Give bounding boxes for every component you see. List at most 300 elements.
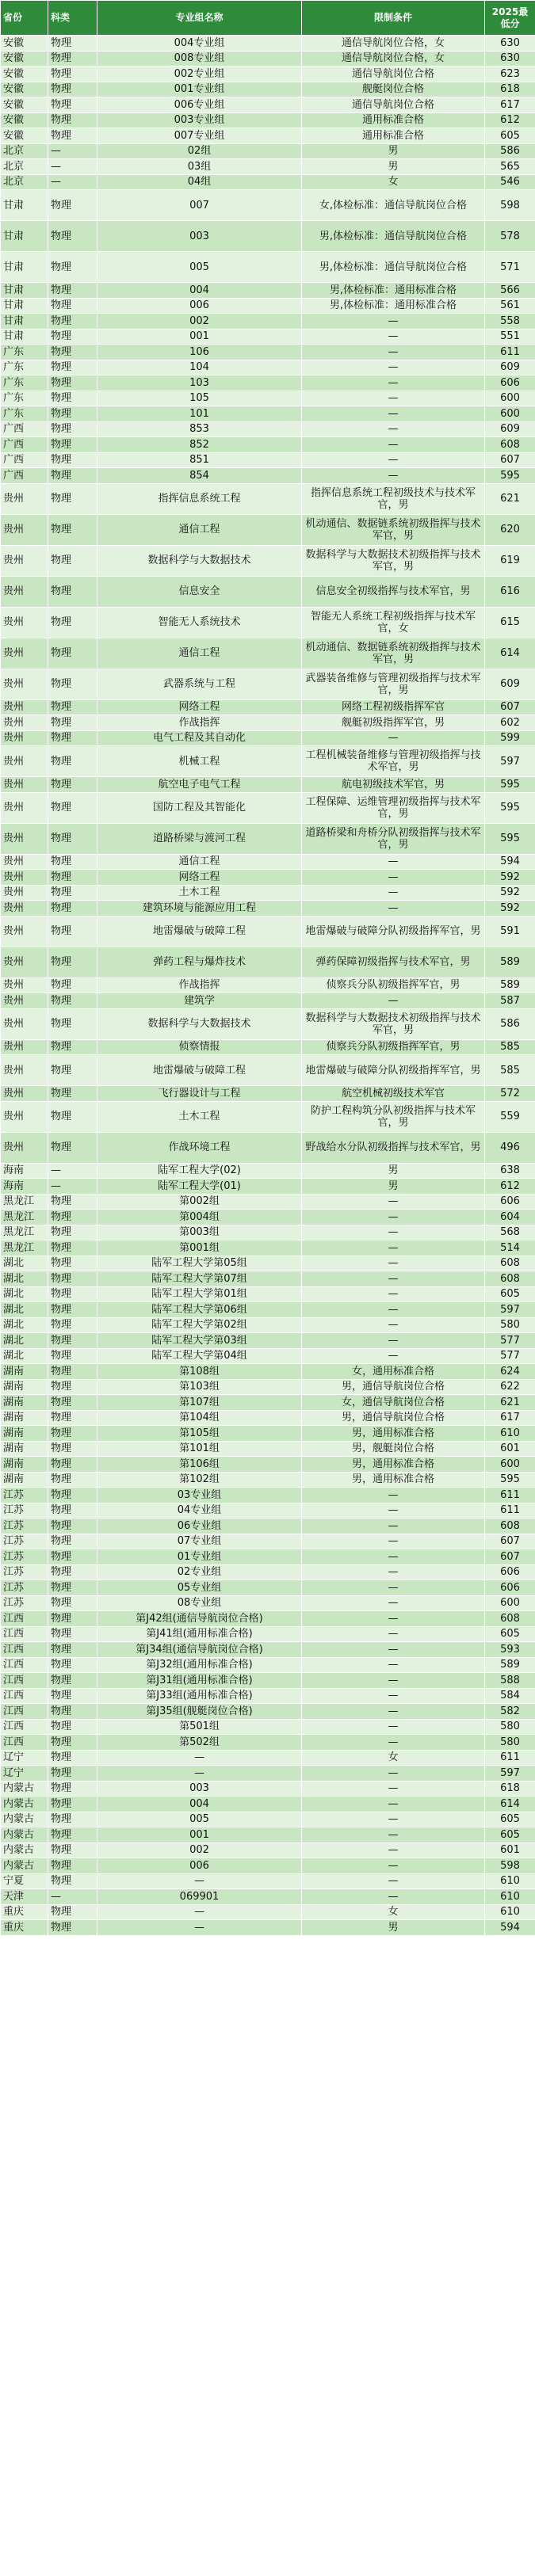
cell-subject: 物理 xyxy=(48,468,97,484)
table-row xyxy=(1,1611,535,1627)
table-row xyxy=(1,1008,535,1039)
cell-restrictions: 男 xyxy=(302,1163,485,1179)
cell-group-name: 105 xyxy=(97,391,302,406)
cell-subject: 物理 xyxy=(48,345,97,360)
cell-restrictions: — xyxy=(302,1781,485,1797)
cell-restrictions: — xyxy=(302,1302,485,1318)
table-row xyxy=(1,437,535,453)
cell-subject: 物理 xyxy=(48,1920,97,1936)
cell-subject: 物理 xyxy=(48,1873,97,1889)
cell-group-name: 陆军工程大学第03组 xyxy=(97,1333,302,1349)
cell-province: 湖北 xyxy=(1,1302,48,1318)
cell-province: 贵州 xyxy=(1,1039,48,1055)
cell-province: 甘肃 xyxy=(1,190,48,221)
cell-province: 贵州 xyxy=(1,1008,48,1039)
table-row xyxy=(1,128,535,144)
cell-restrictions: 道路桥梁和舟桥分队初级指挥与技术军官，男 xyxy=(302,823,485,854)
cell-min-score: 614 xyxy=(485,638,535,669)
cell-restrictions: — xyxy=(302,437,485,453)
cell-subject: 物理 xyxy=(48,329,97,345)
cell-restrictions: — xyxy=(302,1611,485,1627)
cell-subject: — xyxy=(48,1889,97,1905)
cell-group-name: 航空电子电气工程 xyxy=(97,777,302,793)
table-row xyxy=(1,977,535,993)
cell-restrictions: 地雷爆破与破障分队初级指挥军官，男 xyxy=(302,1055,485,1086)
cell-min-score: 621 xyxy=(485,483,535,514)
cell-restrictions: 男，通用标准合格 xyxy=(302,1426,485,1442)
cell-province: 贵州 xyxy=(1,777,48,793)
cell-restrictions: — xyxy=(302,1626,485,1642)
cell-province: 贵州 xyxy=(1,1086,48,1102)
cell-group-name: 001 xyxy=(97,1827,302,1843)
cell-min-score: 607 xyxy=(485,1549,535,1565)
table-row xyxy=(1,67,535,82)
cell-min-score: 599 xyxy=(485,730,535,746)
table-row xyxy=(1,1766,535,1781)
cell-province: 黑龙江 xyxy=(1,1240,48,1256)
cell-min-score: 609 xyxy=(485,669,535,699)
cell-subject: 物理 xyxy=(48,1008,97,1039)
cell-province: 贵州 xyxy=(1,885,48,901)
cell-min-score: 565 xyxy=(485,159,535,175)
table-row xyxy=(1,1410,535,1426)
cell-group-name: 弹药工程与爆炸技术 xyxy=(97,947,302,977)
cell-province: 湖北 xyxy=(1,1286,48,1302)
table-row xyxy=(1,1797,535,1812)
cell-subject: 物理 xyxy=(48,298,97,314)
cell-group-name: 飞行器设计与工程 xyxy=(97,1086,302,1102)
cell-min-score: 624 xyxy=(485,1364,535,1380)
cell-min-score: 608 xyxy=(485,1519,535,1534)
cell-province: 贵州 xyxy=(1,916,48,947)
cell-province: 贵州 xyxy=(1,699,48,715)
cell-group-name: 第107组 xyxy=(97,1395,302,1411)
cell-min-score: 597 xyxy=(485,1766,535,1781)
cell-min-score: 621 xyxy=(485,1395,535,1411)
cell-subject: 物理 xyxy=(48,638,97,669)
cell-subject: 物理 xyxy=(48,1426,97,1442)
cell-min-score: 580 xyxy=(485,1317,535,1333)
cell-subject: 物理 xyxy=(48,1766,97,1781)
cell-restrictions: 通信导航岗位合格 xyxy=(302,97,485,113)
cell-min-score: 610 xyxy=(485,1426,535,1442)
cell-min-score: 586 xyxy=(485,143,535,159)
table-row xyxy=(1,1549,535,1565)
table-row xyxy=(1,730,535,746)
cell-group-name: 003专业组 xyxy=(97,112,302,128)
table-row xyxy=(1,854,535,870)
cell-province: 江苏 xyxy=(1,1580,48,1596)
cell-restrictions: — xyxy=(302,1317,485,1333)
cell-min-score: 594 xyxy=(485,854,535,870)
cell-restrictions: — xyxy=(302,1827,485,1843)
cell-min-score: 604 xyxy=(485,1210,535,1225)
cell-group-name: 数据科学与大数据技术 xyxy=(97,1008,302,1039)
cell-min-score: 616 xyxy=(485,576,535,607)
cell-min-score: 638 xyxy=(485,1163,535,1179)
cell-subject: 物理 xyxy=(48,112,97,128)
cell-restrictions: — xyxy=(302,1348,485,1364)
cell-subject: 物理 xyxy=(48,252,97,283)
cell-group-name: 007 xyxy=(97,190,302,221)
cell-subject: 物理 xyxy=(48,406,97,422)
cell-group-name: 002专业组 xyxy=(97,67,302,82)
cell-group-name: 地雷爆破与破障工程 xyxy=(97,916,302,947)
cell-restrictions: 野战给水分队初级指挥与技术军官，男 xyxy=(302,1132,485,1163)
table-row xyxy=(1,1904,535,1920)
cell-province: 江苏 xyxy=(1,1549,48,1565)
cell-min-score: 608 xyxy=(485,1611,535,1627)
table-row xyxy=(1,1256,535,1271)
cell-province: 湖北 xyxy=(1,1271,48,1287)
cell-subject: 物理 xyxy=(48,1132,97,1163)
cell-restrictions: — xyxy=(302,885,485,901)
cell-province: 北京 xyxy=(1,159,48,175)
cell-group-name: 土木工程 xyxy=(97,1101,302,1132)
table-row xyxy=(1,1302,535,1318)
cell-min-score: 561 xyxy=(485,298,535,314)
header-min-score: 2025最低分 xyxy=(485,1,535,36)
cell-group-name: 陆军工程大学(02) xyxy=(97,1163,302,1179)
cell-min-score: 585 xyxy=(485,1039,535,1055)
table-row xyxy=(1,298,535,314)
table-row xyxy=(1,1781,535,1797)
cell-province: 内蒙古 xyxy=(1,1842,48,1858)
table-row xyxy=(1,82,535,97)
cell-restrictions: — xyxy=(302,730,485,746)
cell-subject: 物理 xyxy=(48,823,97,854)
cell-province: 湖南 xyxy=(1,1364,48,1380)
cell-min-score: 586 xyxy=(485,1008,535,1039)
cell-group-name: 陆军工程大学第07组 xyxy=(97,1271,302,1287)
cell-subject: 物理 xyxy=(48,730,97,746)
cell-restrictions: 女 xyxy=(302,174,485,190)
cell-group-name: 建筑学 xyxy=(97,993,302,1009)
cell-province: 北京 xyxy=(1,174,48,190)
cell-min-score: 577 xyxy=(485,1333,535,1349)
cell-restrictions: — xyxy=(302,391,485,406)
cell-group-name: 第J41组(通用标准合格) xyxy=(97,1626,302,1642)
table-row xyxy=(1,1688,535,1704)
cell-restrictions: — xyxy=(302,1735,485,1751)
cell-min-score: 620 xyxy=(485,514,535,545)
table-row xyxy=(1,406,535,422)
cell-subject: 物理 xyxy=(48,391,97,406)
cell-subject: 物理 xyxy=(48,1488,97,1503)
cell-restrictions: 数据科学与大数据技术初级指挥与技术军官，男 xyxy=(302,1008,485,1039)
cell-subject: 物理 xyxy=(48,1812,97,1827)
cell-min-score: 598 xyxy=(485,1858,535,1874)
cell-province: 内蒙古 xyxy=(1,1781,48,1797)
cell-province: 内蒙古 xyxy=(1,1797,48,1812)
table-row xyxy=(1,375,535,391)
cell-group-name: 数据科学与大数据技术 xyxy=(97,545,302,576)
cell-min-score: 551 xyxy=(485,329,535,345)
cell-subject: 物理 xyxy=(48,1457,97,1473)
cell-restrictions: — xyxy=(302,1286,485,1302)
cell-min-score: 598 xyxy=(485,190,535,221)
table-row xyxy=(1,1210,535,1225)
table-row xyxy=(1,1642,535,1658)
cell-subject: 物理 xyxy=(48,1735,97,1751)
cell-min-score: 610 xyxy=(485,1889,535,1905)
cell-subject: 物理 xyxy=(48,82,97,97)
cell-subject: 物理 xyxy=(48,576,97,607)
cell-min-score: 585 xyxy=(485,1055,535,1086)
cell-subject: 物理 xyxy=(48,375,97,391)
table-row xyxy=(1,1503,535,1519)
table-row xyxy=(1,314,535,330)
cell-province: 贵州 xyxy=(1,901,48,916)
cell-min-score: 610 xyxy=(485,1873,535,1889)
cell-subject: 物理 xyxy=(48,1704,97,1720)
cell-province: 甘肃 xyxy=(1,221,48,252)
cell-restrictions: — xyxy=(302,314,485,330)
cell-restrictions: — xyxy=(302,1858,485,1874)
cell-group-name: 01专业组 xyxy=(97,1549,302,1565)
cell-group-name: 通信工程 xyxy=(97,854,302,870)
cell-province: 广西 xyxy=(1,421,48,437)
cell-min-score: 609 xyxy=(485,360,535,375)
cell-restrictions: — xyxy=(302,452,485,468)
cell-restrictions: 女,体检标准：通信导航岗位合格 xyxy=(302,190,485,221)
cell-province: 甘肃 xyxy=(1,283,48,299)
cell-min-score: 496 xyxy=(485,1132,535,1163)
table-row xyxy=(1,1286,535,1302)
table-row xyxy=(1,715,535,731)
cell-group-name: 地雷爆破与破障工程 xyxy=(97,1055,302,1086)
table-row xyxy=(1,947,535,977)
cell-province: 江西 xyxy=(1,1673,48,1689)
table-row xyxy=(1,1395,535,1411)
cell-group-name: 侦察情报 xyxy=(97,1039,302,1055)
table-row xyxy=(1,1132,535,1163)
cell-province: 安徽 xyxy=(1,67,48,82)
table-row xyxy=(1,792,535,823)
cell-restrictions: 侦察兵分队初级指挥军官，男 xyxy=(302,977,485,993)
cell-subject: 物理 xyxy=(48,885,97,901)
cell-subject: 物理 xyxy=(48,1611,97,1627)
table-row xyxy=(1,112,535,128)
cell-subject: 物理 xyxy=(48,1364,97,1380)
cell-subject: 物理 xyxy=(48,746,97,777)
cell-province: 甘肃 xyxy=(1,314,48,330)
table-row xyxy=(1,345,535,360)
cell-group-name: 建筑环境与能源应用工程 xyxy=(97,901,302,916)
cell-subject: 物理 xyxy=(48,1673,97,1689)
cell-province: 安徽 xyxy=(1,82,48,97)
cell-restrictions: 通信导航岗位合格，女 xyxy=(302,36,485,51)
cell-min-score: 597 xyxy=(485,1302,535,1318)
cell-group-name: 04专业组 xyxy=(97,1503,302,1519)
cell-subject: 物理 xyxy=(48,993,97,1009)
cell-restrictions: — xyxy=(302,993,485,1009)
cell-province: 湖南 xyxy=(1,1457,48,1473)
cell-restrictions: — xyxy=(302,1766,485,1781)
cell-subject: — xyxy=(48,1163,97,1179)
cell-restrictions: 男,体检标准：通信导航岗位合格 xyxy=(302,252,485,283)
cell-subject: 物理 xyxy=(48,51,97,67)
cell-province: 贵州 xyxy=(1,669,48,699)
cell-subject: 物理 xyxy=(48,1086,97,1102)
cell-restrictions: — xyxy=(302,1194,485,1210)
cell-restrictions: 指挥信息系统工程初级技术与技术军官，男 xyxy=(302,483,485,514)
cell-min-score: 559 xyxy=(485,1101,535,1132)
table-row xyxy=(1,1519,535,1534)
cell-restrictions: — xyxy=(302,406,485,422)
table-row xyxy=(1,870,535,886)
cell-subject: 物理 xyxy=(48,1657,97,1673)
cell-group-name: 106 xyxy=(97,345,302,360)
cell-group-name: 道路桥梁与渡河工程 xyxy=(97,823,302,854)
cell-min-score: 607 xyxy=(485,452,535,468)
cell-province: 安徽 xyxy=(1,112,48,128)
cell-group-name: 第502组 xyxy=(97,1735,302,1751)
cell-subject: 物理 xyxy=(48,1286,97,1302)
table-row xyxy=(1,1039,535,1055)
cell-group-name: 103 xyxy=(97,375,302,391)
cell-province: 黑龙江 xyxy=(1,1210,48,1225)
cell-restrictions: 男，舰艇岗位合格 xyxy=(302,1441,485,1457)
cell-min-score: 606 xyxy=(485,1580,535,1596)
cell-province: 广东 xyxy=(1,406,48,422)
cell-min-score: 622 xyxy=(485,1379,535,1395)
cell-group-name: 国防工程及其智能化 xyxy=(97,792,302,823)
cell-min-score: 605 xyxy=(485,128,535,144)
cell-restrictions: — xyxy=(302,1673,485,1689)
cell-subject: 物理 xyxy=(48,545,97,576)
table-row xyxy=(1,1348,535,1364)
cell-subject: 物理 xyxy=(48,437,97,453)
cell-province: 贵州 xyxy=(1,1132,48,1163)
cell-min-score: 572 xyxy=(485,1086,535,1102)
cell-restrictions: 网络工程初级指挥军官 xyxy=(302,699,485,715)
cell-group-name: 04组 xyxy=(97,174,302,190)
cell-min-score: 601 xyxy=(485,1842,535,1858)
cell-min-score: 568 xyxy=(485,1225,535,1240)
cell-restrictions: — xyxy=(302,1271,485,1287)
cell-province: 江苏 xyxy=(1,1564,48,1580)
cell-min-score: 615 xyxy=(485,607,535,638)
cell-subject: 物理 xyxy=(48,1797,97,1812)
cell-group-name: 第102组 xyxy=(97,1472,302,1488)
cell-min-score: 587 xyxy=(485,993,535,1009)
cell-province: 湖南 xyxy=(1,1426,48,1442)
cell-group-name: 03专业组 xyxy=(97,1488,302,1503)
cell-province: 安徽 xyxy=(1,128,48,144)
cell-min-score: 580 xyxy=(485,1735,535,1751)
cell-min-score: 600 xyxy=(485,391,535,406)
cell-subject: 物理 xyxy=(48,1519,97,1534)
cell-min-score: 606 xyxy=(485,1194,535,1210)
table-header-row xyxy=(1,1,535,36)
cell-restrictions: — xyxy=(302,1842,485,1858)
cell-subject: 物理 xyxy=(48,1101,97,1132)
cell-restrictions: 男 xyxy=(302,143,485,159)
cell-province: 天津 xyxy=(1,1889,48,1905)
cell-subject: 物理 xyxy=(48,1534,97,1549)
header-restrictions: 限制条件 xyxy=(302,1,485,36)
cell-min-score: 514 xyxy=(485,1240,535,1256)
cell-restrictions: — xyxy=(302,1688,485,1704)
cell-group-name: 851 xyxy=(97,452,302,468)
table-row xyxy=(1,360,535,375)
cell-province: 江西 xyxy=(1,1642,48,1658)
cell-min-score: 546 xyxy=(485,174,535,190)
cell-subject: 物理 xyxy=(48,1317,97,1333)
cell-group-name: 005 xyxy=(97,252,302,283)
cell-province: 贵州 xyxy=(1,947,48,977)
cell-province: 辽宁 xyxy=(1,1766,48,1781)
cell-province: 贵州 xyxy=(1,993,48,1009)
cell-group-name: 069901 xyxy=(97,1889,302,1905)
cell-province: 江西 xyxy=(1,1719,48,1735)
cell-restrictions: — xyxy=(302,1873,485,1889)
cell-province: 贵州 xyxy=(1,715,48,731)
cell-subject: 物理 xyxy=(48,1256,97,1271)
cell-restrictions: 通信导航岗位合格，女 xyxy=(302,51,485,67)
table-row xyxy=(1,669,535,699)
cell-subject: 物理 xyxy=(48,1595,97,1611)
cell-restrictions: 舰艇初级指挥军官，男 xyxy=(302,715,485,731)
cell-group-name: 104 xyxy=(97,360,302,375)
cell-group-name: 853 xyxy=(97,421,302,437)
table-row xyxy=(1,329,535,345)
cell-province: 湖南 xyxy=(1,1472,48,1488)
cell-min-score: 617 xyxy=(485,1410,535,1426)
cell-group-name: 003 xyxy=(97,221,302,252)
cell-restrictions: 智能无人系统工程初级指挥与技术军官，女 xyxy=(302,607,485,638)
cell-restrictions: 男,体检标准：通信导航岗位合格 xyxy=(302,221,485,252)
cell-min-score: 589 xyxy=(485,947,535,977)
table-row xyxy=(1,1719,535,1735)
cell-subject: 物理 xyxy=(48,1379,97,1395)
cell-group-name: 土木工程 xyxy=(97,885,302,901)
cell-subject: 物理 xyxy=(48,1441,97,1457)
cell-min-score: 589 xyxy=(485,977,535,993)
cell-province: 贵州 xyxy=(1,1055,48,1086)
cell-min-score: 618 xyxy=(485,82,535,97)
cell-group-name: 第101组 xyxy=(97,1441,302,1457)
cell-subject: 物理 xyxy=(48,792,97,823)
cell-min-score: 608 xyxy=(485,1271,535,1287)
cell-subject: 物理 xyxy=(48,190,97,221)
cell-min-score: 605 xyxy=(485,1626,535,1642)
table-row xyxy=(1,1580,535,1596)
cell-restrictions: 武器装备维修与管理初级指挥与技术军官，男 xyxy=(302,669,485,699)
table-row xyxy=(1,1704,535,1720)
cell-restrictions: 航电初级技术军官，男 xyxy=(302,777,485,793)
cell-restrictions: — xyxy=(302,1595,485,1611)
cell-restrictions: — xyxy=(302,421,485,437)
table-row xyxy=(1,283,535,299)
cell-min-score: 630 xyxy=(485,36,535,51)
cell-min-score: 580 xyxy=(485,1719,535,1735)
cell-group-name: 007专业组 xyxy=(97,128,302,144)
cell-subject: 物理 xyxy=(48,1564,97,1580)
table-row xyxy=(1,545,535,576)
table-row xyxy=(1,1426,535,1442)
table-row xyxy=(1,1333,535,1349)
cell-group-name: 第103组 xyxy=(97,1379,302,1395)
cell-restrictions: 男 xyxy=(302,1179,485,1195)
cell-restrictions: 男，通信导航岗位合格 xyxy=(302,1410,485,1426)
cell-subject: 物理 xyxy=(48,1904,97,1920)
table-row xyxy=(1,576,535,607)
table-row xyxy=(1,1534,535,1549)
cell-restrictions: — xyxy=(302,1210,485,1225)
cell-subject: — xyxy=(48,174,97,190)
